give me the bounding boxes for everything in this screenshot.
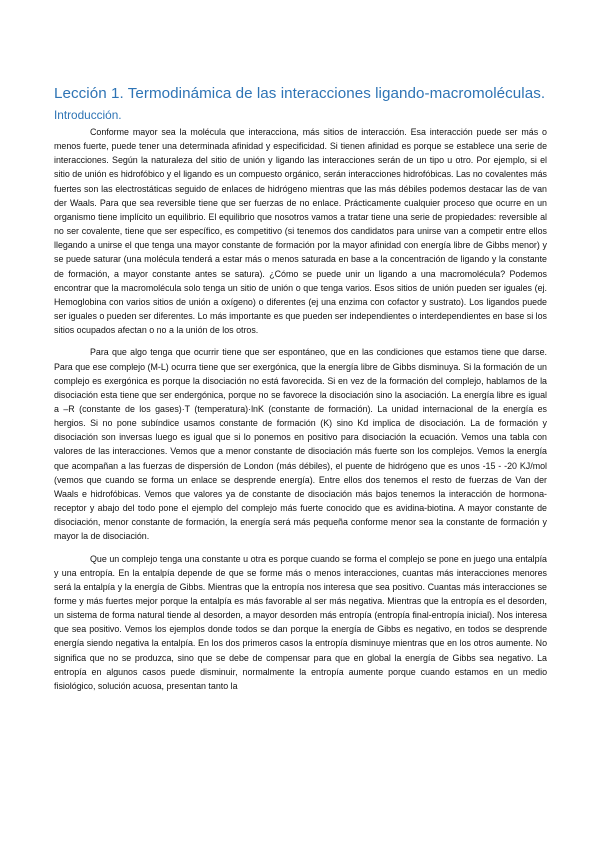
document-body — [54, 125, 547, 693]
lesson-title: Lección 1. Termodinámica de las interacciones ligando-macromoléculas. — [54, 85, 546, 102]
paragraph-1: Conforme mayor sea la molécula que interacciona, más sitios de interacción. Esa interacción puede ser más o menos fuerte, puede tener una determinada afinidad y especificidad. Si tienen afinidad es porque se establece una serie de interacciones. Según la naturaleza del sitio de unión y ligando las interacciones serán de un tipo u otro. Por ejemplo, si el sitio de unión es hidrofóbico y el ligando es un compuesto orgánico, serán interacciones hidrofóbicas. Las no covalentes más fuertes son las electrostáticas seguido de enlaces de hidrógeno mientras que las más débiles podemos destacar las de van der Waals. Para que sea reversible tiene que ser fuerzas de no enlace. Prácticamente cualquier proceso que ocurre en un organismo tiene implícito un equilibrio. El equilibrio que nosotros vamos a tratar tiene una serie de propiedades: reversible al no ser covalente, tiene que ser específico, es competitivo (si tenemos dos candidatos para unirse van a competir entre ellos llegando a unirse el que tenga una mayor constante de formación por la mayor afinidad con energía libre de Gibbs menor) y se puede saturar (una molécula tenderá a estar más o menos saturada en base a la concentración de ligando y la constante de formación, a mayor constante antes se satura). ¿Cómo se puede unir un ligando a una macromolécula? Podemos encontrar que la macromolécula solo tenga un sitio de unión o que tenga varios. Esos sitios de unión pueden ser iguales (ej. Hemoglobina con varios sitios de unión a oxígeno) o diferentes (ej una enzima con cofactor y sustrato). Los ligandos puede ser iguales o pueden ser diferentes. Lo más importante es que pueden ser independientes o interdependientes en base si los sitios ocupados afectan o no a la unión de los otros. — [54, 127, 547, 336]
paragraph-3: Que un complejo tenga una constante u otra es porque cuando se forma el complejo se pone en juego una entalpía y una entropía. En la entalpía depende de que se forme más o menos interacciones, cuantas más interacciones menores será la entalpía y la energía de Gibbs. Mientras que la entropía nos interesa que sea positivo. Cuantas más interacciones se forme y más fuertes mejor porque la entalpía es más favorable al ser más negativa. Mientras que la entropía es el desorden, un sistema de forma natural tiende al desorden, a mayor desorden más entropía (entropía final-entropía inicial). Nos interesa que sea positivo. Vemos los ejemplos donde todos se dan porque la energía de Gibbs es negativo, en todos se desprende energía siendo negativa la entalpía. En los dos primeros casos la entropía disminuye mientras que en los otros aumente. No significa que no se produzca, sino que se debe de compensar para que en global la energía de Gibbs sea negativo. La entropía en algunos casos puede disminuir, normalmente la entropía aumente porque cuando estamos en un medio fisiológico, solución acuosa, presentan tanto la — [54, 553, 547, 691]
paragraph-2: Para que algo tenga que ocurrir tiene que ser espontáneo, que en las condiciones que estamos tiene que darse. Para que ese complejo (M-L) ocurra tiene que ser exergónica, que la energía libre de Gibbs disminuya. Si la formación de un complejo es exergónica es porque la disociación no está favorecida. Si en vez de la formación del complejo, hablamos de la disociación esta tiene que ser endergónica, porque no se favorece la disociación sino la asociación. La energía libre es igual a –R (constante de los gases)·T (temperatura)·lnK (constante de formación). La unidad internacional de la energía es hergios. Si no pone subíndice usamos constante de formación (K) sino Kd implica de disociación. La de formación y disociación son inversas luego es igual que si lo ponemos en positivo para disociación la ecuación. Vemos una tabla con valores de las interacciones. Vemos que a menor constante de disociación más fuerte son los complejos. Vemos la energía que acompañan a las fuerzas de dispersión de London (más débiles), el puente de hidrógeno que es unos -15 - -20 KJ/mol (vemos que cuando se forma un enlace se desprende energía). Entre ellos dos tenemos el resto de fuerzas de Van der Waals e hidrofóbicas. Vemos que valores ya de constante de disociación más bajos tenemos la interacción de hormona-receptor y abajo del todo pone el ejemplo del complejo más fuerte conocido que es avidina-biotina. A mayor constante de disociación, menor constante de formación, la energía será más pequeña conforme menor sea la constante de formación y mayor la de disociación. — [54, 347, 547, 542]
section-heading: Introducción. — [54, 108, 122, 122]
